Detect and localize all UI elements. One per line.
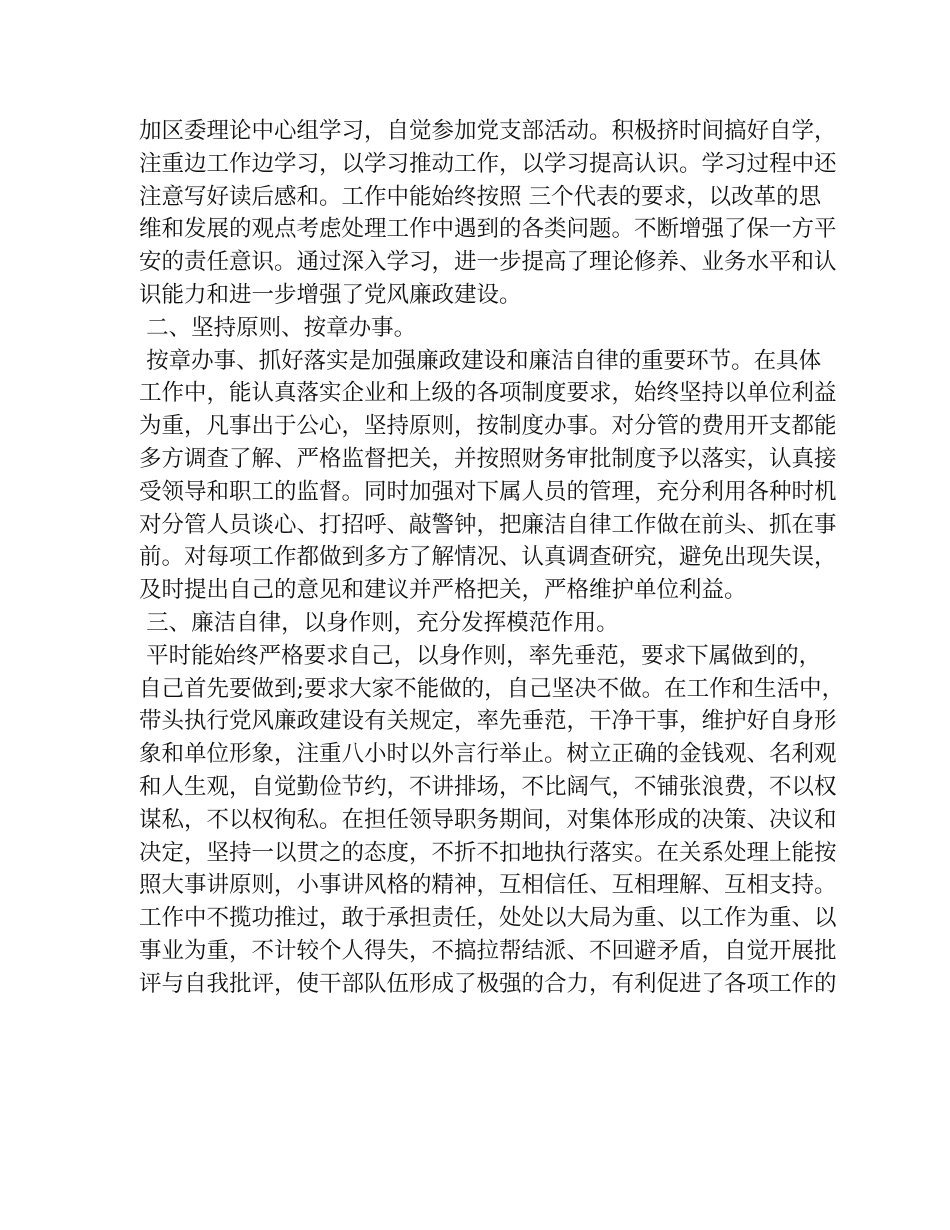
text-line: 按章办事、抓好落实是加强廉政建设和廉洁自律的重要环节。在具体	[139, 347, 822, 374]
text-line: 平时能始终严格要求自己，以身作则，率先垂范，要求下属做到的，	[139, 642, 822, 669]
text-line: 决定，坚持一以贯之的态度，不折不扣地执行落实。在关系处理上能按	[139, 839, 837, 866]
text-line: 维和发展的观点考虑处理工作中遇到的各类问题。不断增强了保一方平	[139, 216, 837, 243]
text-line: 谋私，不以权徇私。在担任领导职务期间，对集体形成的决策、决议和	[139, 806, 837, 833]
text-line: 工作中，能认真落实企业和上级的各项制度要求，始终坚持以单位利益	[139, 380, 837, 407]
text-line: 为重，凡事出于公心，坚持原则，按制度办事。对分管的费用开支都能	[139, 413, 837, 440]
text-line: 注重边工作边学习，以学习推动工作，以学习提高认识。学习过程中还	[139, 150, 837, 177]
text-line: 安的责任意识。通过深入学习，进一步提高了理论修养、业务水平和认	[139, 249, 837, 276]
text-line: 注意写好读后感和。工作中能始终按照 三个代表的要求，以改革的思	[139, 183, 822, 210]
text-line: 加区委理论中心组学习，自觉参加党支部活动。积极挤时间搞好自学，	[139, 118, 837, 144]
text-line: 三、廉洁自律，以身作则，充分发挥模范作用。	[139, 609, 619, 636]
text-line: 评与自我批评，使干部队伍形成了极强的合力，有利促进了各项工作的	[139, 970, 837, 997]
text-line: 及时提出自己的意见和建议并严格把关，严格维护单位利益。	[139, 577, 747, 604]
text-line: 事业为重，不计较个人得失，不搞拉帮结派、不回避矛盾，自觉开展批	[139, 937, 837, 964]
text-line: 二、坚持原则、按章办事。	[139, 314, 417, 341]
text-line: 多方调查了解、严格监督把关，并按照财务审批制度予以落实，认真接	[139, 445, 837, 472]
text-line: 和人生观，自觉勤俭节约，不讲排场，不比阔气，不铺张浪费，不以权	[139, 773, 837, 800]
text-line: 对分管人员谈心、打招呼、敲警钟，把廉洁自律工作做在前头、抓在事	[139, 511, 837, 538]
text-line: 照大事讲原则，小事讲风格的精神，互相信任、互相理解、互相支持。	[139, 872, 837, 899]
text-line: 象和单位形象，注重八小时以外言行举止。树立正确的金钱观、名利观	[139, 741, 837, 768]
text-line: 前。对每项工作都做到多方了解情况、认真调查研究，避免出现失误，	[139, 544, 837, 571]
document-body	[139, 115, 845, 1001]
text-line: 受领导和职工的监督。同时加强对下属人员的管理，充分利用各种时机	[139, 478, 837, 505]
text-line: 自己首先要做到;要求大家不能做的，自己坚决不做。在工作和生活中，	[139, 675, 845, 702]
text-line: 带头执行党风廉政建设有关规定，率先垂范，干净干事，维护好自身形	[139, 708, 837, 735]
text-line: 工作中不揽功推过，敢于承担责任，处处以大局为重、以工作为重、以	[139, 905, 837, 932]
text-line: 识能力和进一步增强了党风廉政建设。	[139, 281, 522, 308]
